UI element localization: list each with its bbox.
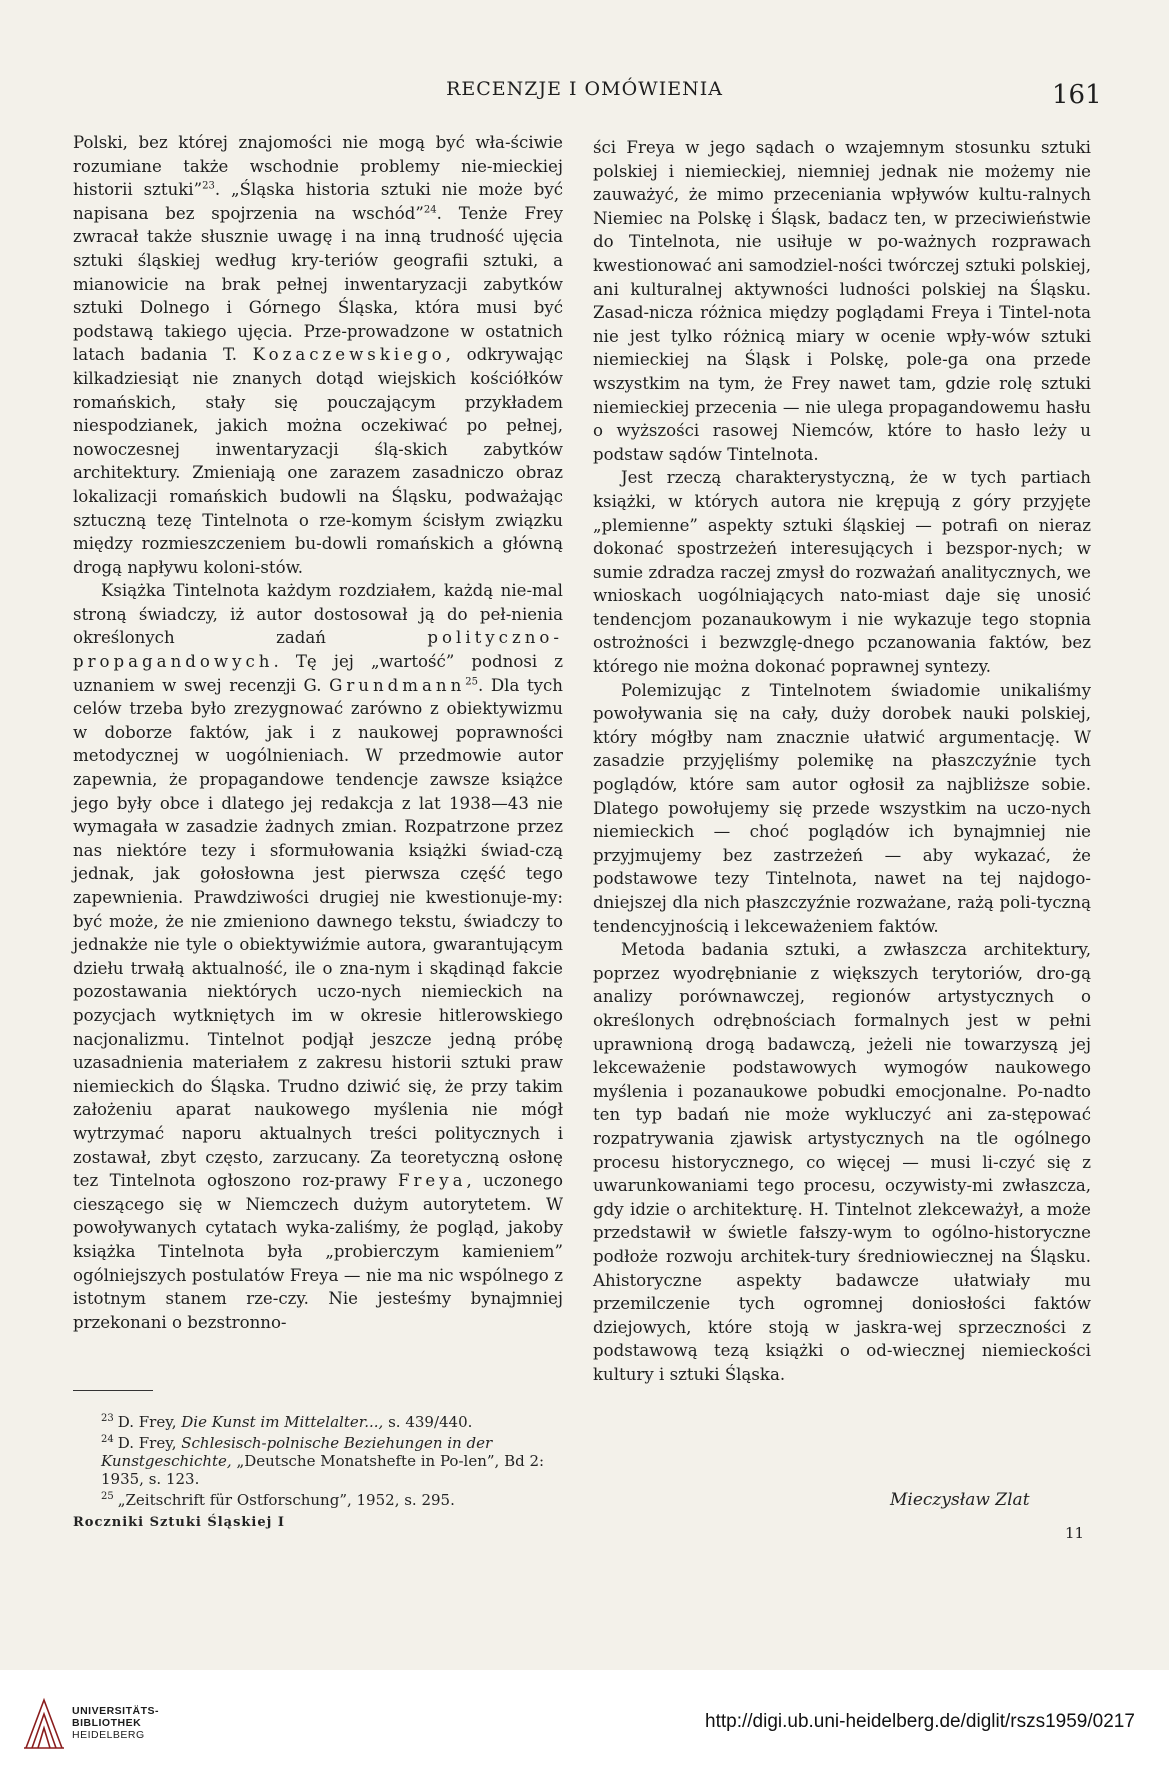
text-run: , uczonego cieszącego się w Niemczech dużym autorytetem. W powoływanych cytatach wyka-zaliśmy, że pogląd, jakoby książka Tintelnota była „probierczym kamieniem” ogólniejszych postulatów Freya — nie ma nic wspólnego z istotnym stanem rze-czy. Nie jesteśmy bynajmniej przekonani o bezstronno- [73, 1171, 563, 1332]
text-run: , odkrywając kilkadziesiąt nie znanych dotąd wiejskich kościółków romańskich, stały się pouczającym przykładem niespodzianek, jakich można oczekiwać po pełnej, nowoczesnej inwentaryzacji ślą-skich zabytków architektury. Zmieniają one zarazem zasadniczo obraz lokalizacji romańskich budowli na Śląsku, podważając sztuczną tezę Tintelnota o rze-komym ścisłym związku między rozmieszczeniem bu-dowli romańskich a główną drogą napływu koloni-stów. [73, 345, 564, 577]
footnote-number: 24 [101, 1434, 114, 1445]
right-paragraph-1: ści Freya w jego sądach o wzajemnym stosunku sztuki polskiej i niemieckiej, niemniej jednak nie możemy nie zauważyć, że mimo przeceniania wpływów kultu-ralnych Niemiec na Polskę i Śląsk, badacz ten, w przeciwieństwie do Tintelnota, nie usiłuje w po-ważnych rozprawach kwestionować ani samodziel-ności twórczej sztuki polskiej, ani kulturalnej aktywności ludności polskiej na Śląsku. Zasad-nicza różnica między poglądami Freya i Tintel-nota nie jest tylko różnicą miary w ocenie wpły-wów sztuki niemieckiej na Śląsk i Polskę, pole-ga ona przede wszystkim na tym, że Frey nawet tam, gdzie rolę sztuki niemieckiej przecenia — nie ulega propagandowemu hasłu o wyższości rasowej Niemców, które to hasło leży u podstaw sądów Tintelnota. [593, 138, 1091, 464]
left-paragraph-1 [73, 131, 563, 579]
library-line: UNIVERSITÄTS- [72, 1705, 160, 1717]
running-title: RECENZJE I OMÓWIENIA [446, 78, 723, 100]
right-paragraph-2: Jest rzeczą charakterystyczną, że w tych partiach książki, w których autora nie krępują z góry przyjęte „plemienne” aspekty sztuki śląskiej — potrafi on nieraz dokonać spostrzeżeń interesujących i bezspor-nych; w sumie zdradza raczej zmysł do rozważań analitycznych, we wnioskach uogólniających nato-miast daje się unosić tendencjom pozanaukowym i nie wykazuje tego stopnia ostrożności i bezwzglę-dnego pczanowania faktów, bez którego nie można dokonać poprawnej syntezy. [593, 468, 1091, 677]
permalink-url[interactable]: http://digi.ub.uni-heidelberg.de/diglit/rszs1959/0217 [705, 1711, 1135, 1732]
text-run: Książka Tintelnota każdym rozdziałem, każdą nie-mal stroną świadczy, iż autor dostosował ją do peł-nienia określonych zadań [73, 581, 563, 648]
footnote-title: Schlesisch-polnische Beziehungen in der Kunstgeschichte, [101, 1434, 493, 1470]
text-run: Polski, bez której znajomości nie mogą być wła-ściwie rozumiane także wschodnie problemy nie-mieckiej historii sztuki” [73, 133, 563, 200]
footnote-ref: 23 [202, 180, 215, 192]
text-run: . Tenże Frey zwracał także słusznie uwagę i na inną trudność ujęcia sztuki śląskiej według kry-teriów geografii sztuki, a mianowicie na brak pełnej inwentaryzacji zabytków sztuki Dolnego i Górnego Śląska, która musi być podstawą takiego ujęcia. Prze-prowadzone w ostatnich latach badania T. [73, 203, 563, 365]
spaced-name: Kozaczewskiego [252, 345, 446, 365]
library-name [72, 1705, 159, 1741]
footnote-author: D. Frey, [117, 1413, 177, 1431]
library-line: BIBLIOTHEK [72, 1717, 142, 1729]
footnote-text: „Deutsche Monatshefte in Po-len”, Bd 2: 1935, s. 123. [101, 1452, 545, 1488]
library-line: HEIDELBERG [72, 1729, 145, 1741]
footnote [73, 1410, 563, 1431]
footnote-number: 23 [101, 1413, 114, 1424]
left-column [73, 131, 563, 1334]
spaced-name: Grundmann [329, 675, 466, 695]
right-paragraph-3: Polemizując z Tintelnotem świadomie unikaliśmy powoływania się na cały, duży dorobek nauki polskiej, który mógłby nam znacznie ułatwić argumentację. W zasadzie przyjęliśmy polemikę na płaszczyźnie tych poglądów, które sam autor ogłosił za najbliższe sobie. Dlatego powołujemy się przede wszystkim na uczo-nych niemieckich — choć poglądów ich bynajmniej nie przyjmujemy bez zastrzeżeń — aby wykazać, że podstawowe tezy Tintelnota, nawet na tej najdogo-dniejszej dla nich płaszczyźnie rozważane, rażą poli-tyczną tendencyjnością i lekceważeniem faktów. [593, 680, 1091, 936]
footnotes [73, 1410, 563, 1509]
digitization-footer [0, 1670, 1169, 1773]
footnote [73, 1431, 563, 1488]
footnote-author: D. Frey, [117, 1434, 177, 1452]
author-signature: Mieczysław Zlat [890, 1490, 1030, 1510]
sheet-mark: 11 [1065, 1524, 1085, 1542]
left-paragraph-2 [73, 579, 563, 1334]
footnote-divider [73, 1390, 153, 1391]
footnote-ref: 25 [465, 676, 479, 688]
university-library-logo [20, 1694, 68, 1754]
footnote [73, 1488, 563, 1509]
spaced-name: Freya [397, 1171, 467, 1191]
footnote-text: „Zeitschrift für Ostforschung”, 1952, s. 295. [117, 1491, 455, 1509]
text-run: . Tę jej „wartość” podnosi z uznaniem w swej recenzji G. [73, 652, 563, 695]
right-column [593, 136, 1091, 1386]
text-run: . Dla tych celów trzeba było zrezygnować zarówno z obiektywizmu w doborze faktów, jak i z naukowej poprawności metodycznej w uogólnieniach. W przedmowie autor zapewnia, że propagandowe tendencje zawsze książce jego były obce i dlatego jej redakcja z lat 1938—43 nie wymagała w zasadzie żadnych zmian. Rozpatrzone przez nas niektóre tezy i sformułowania książki świad-czą jednak, jak gołosłowna jest pierwsza część tego zapewnienia. Prawdziwości drugiej nie kwestionuje-my: być może, że nie zmieniono dawnego tekstu, świadczy to jednakże nie tyle o obiektywiźmie autora, gwarantującym dziełu trwałą aktualność, ile o zna-nym i skądinąd fakcie pozostawania niektórych uczo-nych niemieckich na pozycjach wytkniętych im w okresie hitlerowskiego nacjonalizmu. Tintelnot podjął jeszcze jedną próbę uzasadnienia materiałem z zakresu historii sztuki praw niemieckich do Śląska. Trudno dziwić się, że przy takim założeniu aparat naukowego myślenia nie mógł wytrzymać naporu aktualnych treści politycznych i zostawał, zbyt często, zarzucany. Za teoretyczną osłonę tez Tintelnota ogłoszono roz-prawy [73, 675, 563, 1191]
footnote-text: s. 439/440. [383, 1413, 473, 1431]
text-run: . „Śląska historia sztuki nie może być napisana bez spojrzenia na wschód” [73, 180, 563, 223]
journal-name: Roczniki Sztuki Śląskiej I [73, 1515, 285, 1530]
footnote-ref: 24 [423, 204, 437, 216]
right-paragraph-4: Metoda badania sztuki, a zwłaszcza architektury, poprzez wyodrębnianie z większych terytoriów, dro-gą analizy porównawczej, regionów artystycznych o określonych odrębnościach formalnych jest w pełni uprawnioną drogą badawczą, jeżeli nie towarzyszą jej lekceważenie podstawowych wymogów naukowego myślenia i pozanaukowe pobudki emocjonalne. Po-nadto ten typ badań nie może wykluczyć ani za-stępować rozpatrywania zjawisk artystycznych na tle ogólnego procesu historycznego, co więcej — musi li-czyć się z uwarunkowaniami tego procesu, oczywisty-mi zwłaszcza, gdy idzie o architekturę. H. Tintelnot zlekceważył, a może przedstawił w świetle fałszy-wym to ogólno-historyczne podłoże rozwoju architek-tury średniowiecznej na Śląsku. Ahistoryczne aspekty badawcze ułatwiały mu przemilczenie tych ogromnej doniosłości faktów dziejowych, które stoją w jaskra-wej sprzeczności z podstawową tezą książki o od-wiecznej niemieckości kultury i sztuki Śląska. [593, 940, 1091, 1384]
page-number: 161 [1052, 80, 1102, 110]
spaced-term: polityczno-propagandowych [73, 628, 563, 672]
footnote-number: 25 [101, 1491, 114, 1502]
footnote-title: Die Kunst im Mittelalter..., [181, 1413, 384, 1431]
